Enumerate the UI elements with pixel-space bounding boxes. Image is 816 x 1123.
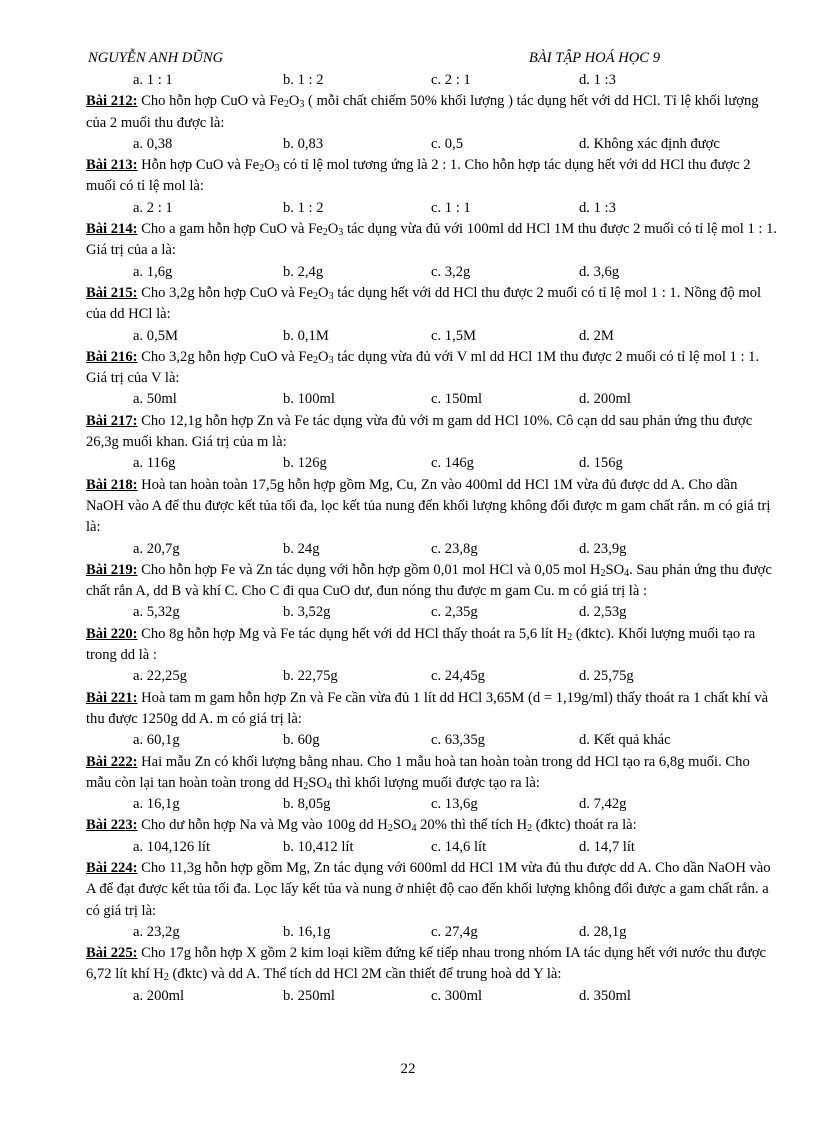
answer-options bbox=[86, 326, 778, 347]
answer-options bbox=[86, 922, 778, 943]
answer-option: a. 1,6g bbox=[133, 263, 173, 280]
question-text bbox=[86, 624, 778, 667]
answer-option: d. Không xác định được bbox=[579, 135, 720, 152]
answer-option: b. 100ml bbox=[283, 391, 335, 408]
question-number: Bài 222: bbox=[86, 753, 138, 770]
answer-option: c. 13,6g bbox=[431, 796, 478, 813]
question-block bbox=[86, 283, 778, 347]
question-block bbox=[86, 155, 778, 219]
question-body: Cho 3,2g hỗn hợp CuO và $Fe_2O_3$ tác dụng hết với dd HCl thu được 2 muối có tỉ lệ mol 1 : 1. Nồng độ mol của dd HCl là: bbox=[86, 284, 762, 323]
question-text bbox=[86, 475, 778, 539]
question-text bbox=[86, 283, 778, 326]
answer-option: c. 63,35g bbox=[431, 732, 485, 749]
answer-option: d. 200ml bbox=[579, 391, 631, 408]
answer-option: a. 104,126 lít bbox=[133, 838, 211, 855]
answer-option: b. 1 : 2 bbox=[283, 199, 324, 216]
question-number: Bài 224: bbox=[86, 859, 138, 876]
question-text bbox=[86, 155, 778, 198]
answer-options bbox=[86, 666, 778, 687]
answer-option: a. 16,1g bbox=[133, 796, 180, 813]
question-block bbox=[86, 411, 778, 475]
answer-option: a. 1 : 1 bbox=[133, 72, 173, 88]
answer-option: c. 0,5 bbox=[431, 135, 464, 152]
answer-options bbox=[86, 794, 778, 815]
question-text bbox=[86, 560, 778, 603]
answer-option: d. 25,75g bbox=[579, 668, 634, 685]
answer-options bbox=[86, 986, 778, 1007]
answer-option: c. 14,6 lít bbox=[431, 838, 487, 855]
answer-options bbox=[86, 389, 778, 410]
answer-option: a. 200ml bbox=[133, 987, 185, 1004]
question-number: Bài 213: bbox=[86, 157, 138, 174]
question-block bbox=[86, 347, 778, 411]
answer-option: c. 23,8g bbox=[431, 540, 478, 557]
question-body: Cho 3,2g hỗn hợp CuO và $Fe_2O_3$ tác dụng vừa đủ với V ml dd HCl 1M thu được 2 muối có tỉ lệ mol 1 : 1. Giá trị của V là: bbox=[86, 348, 760, 387]
answer-option: c. 3,2g bbox=[431, 263, 471, 280]
answer-option: b. 3,52g bbox=[283, 604, 331, 621]
answer-options bbox=[86, 262, 778, 283]
question-body: Cho dư hỗn hợp Na và Mg vào 100g dd $H_2SO_4$ 20% thì thể tích $H_2$ (đktc) thoát ra là: bbox=[137, 817, 637, 835]
answer-options bbox=[86, 837, 778, 858]
question-number: Bài 212: bbox=[86, 93, 138, 110]
answer-options bbox=[86, 602, 778, 623]
answer-option: a. 116g bbox=[133, 455, 176, 472]
question-body: Cho 12,1g hỗn hợp Zn và Fe tác dụng vừa đủ với m gam dd HCl 10%. Cô cạn dd sau phản ứng thu được 26,3g muối khan. Giá trị của m là: bbox=[86, 412, 753, 451]
answer-option: a. 23,2g bbox=[133, 923, 180, 940]
question-block bbox=[86, 943, 778, 1007]
question-number: Bài 223: bbox=[86, 817, 138, 834]
page-header bbox=[86, 48, 778, 70]
question-text bbox=[86, 411, 778, 454]
question-list bbox=[86, 91, 778, 1007]
answer-option: b. 250ml bbox=[283, 987, 335, 1004]
answer-option: a. 60,1g bbox=[133, 732, 180, 749]
question-text bbox=[86, 815, 778, 836]
question-block bbox=[86, 219, 778, 283]
answer-option: b. 60g bbox=[283, 732, 320, 749]
question-body: Hoà tam m gam hỗn hợp Zn và Fe cần vừa đủ 1 lít dd HCl 3,65M (d = 1,19g/ml) thấy thoát ra 1 chất khí và thu được 1250g dd A. m có giá trị là: bbox=[86, 689, 769, 727]
answer-option: a. 5,32g bbox=[133, 604, 180, 621]
question-number: Bài 221: bbox=[86, 689, 138, 706]
answer-options bbox=[86, 70, 778, 91]
answer-option: d. 1 :3 bbox=[579, 199, 616, 216]
answer-option: d. 1 :3 bbox=[579, 72, 616, 88]
answer-option: d. 3,6g bbox=[579, 263, 620, 280]
answer-option: c. 1,5M bbox=[431, 327, 476, 344]
answer-option: a. 20,7g bbox=[133, 540, 180, 557]
answer-option: c. 27,4g bbox=[431, 923, 478, 940]
answer-option: b. 1 : 2 bbox=[283, 72, 324, 88]
question-body: Hai mẫu Zn có khối lượng bằng nhau. Cho 1 mẫu hoà tan hoàn toàn trong dd HCl tạo ra 6,8g muối. Cho mẫu còn lại tan hoàn toàn trong dd $H_2SO_4$ thì khối lượng muối được tạo ra là: bbox=[86, 753, 750, 792]
answer-option: a. 2 : 1 bbox=[133, 199, 173, 216]
header-author: NGUYỄN ANH DŨNG bbox=[88, 50, 224, 66]
question-block bbox=[86, 560, 778, 624]
answer-option: b. 24g bbox=[283, 540, 320, 557]
answer-option: c. 1 : 1 bbox=[431, 199, 471, 216]
answer-option: b. 8,05g bbox=[283, 796, 331, 813]
question-body: Cho 11,3g hỗn hợp gồm Mg, Zn tác dụng với 600ml dd HCl 1M vừa đủ thu được dd A. Cho dần NaOH vào A để đạt được kết tủa tối đa. Lọc lấy kết tủa và nung ở nhiệt độ cao đến khối lượng không đổi được a gam chất rắn. a có giá trị là: bbox=[86, 859, 771, 919]
question-number: Bài 225: bbox=[86, 945, 138, 962]
question-block bbox=[86, 815, 778, 858]
question-number: Bài 219: bbox=[86, 561, 138, 578]
answer-option: b. 22,75g bbox=[283, 668, 338, 685]
answer-option: b. 16,1g bbox=[283, 923, 331, 940]
document-page bbox=[86, 48, 778, 1007]
question-text bbox=[86, 943, 778, 986]
answer-option: c. 2 : 1 bbox=[431, 72, 471, 88]
answer-option: d. 28,1g bbox=[579, 923, 627, 940]
question-body: Cho hỗn hợp CuO và $Fe_2O_3$ ( mỗi chất chiếm 50% khối lượng ) tác dụng hết với dd HCl. Tỉ lệ khối lượng của 2 muối thu được là: bbox=[86, 93, 759, 131]
answer-option: a. 0,5M bbox=[133, 327, 178, 344]
answer-option: d. 2M bbox=[579, 327, 614, 344]
question-number: Bài 214: bbox=[86, 221, 138, 238]
question-number: Bài 218: bbox=[86, 476, 138, 493]
answer-option: d. 14,7 lít bbox=[579, 838, 635, 855]
question-body: Cho 8g hỗn hợp Mg và Fe tác dụng hết với dd HCl thấy thoát ra 5,6 lít $H_2$ (đktc). Khối lượng muối tạo ra trong dd là : bbox=[86, 625, 756, 664]
answer-option: b. 0,1M bbox=[283, 327, 329, 344]
answer-option: b. 126g bbox=[283, 455, 327, 472]
answer-options bbox=[86, 134, 778, 155]
question-block bbox=[86, 858, 778, 943]
page-number: 22 bbox=[400, 1061, 416, 1077]
answer-option: d. 2,53g bbox=[579, 604, 627, 621]
answer-option: c. 2,35g bbox=[431, 604, 478, 621]
question-number: Bài 217: bbox=[86, 412, 138, 429]
header-title: BÀI TẬP HOÁ HỌC 9 bbox=[528, 50, 660, 66]
question-body: Cho hỗn hợp Fe và Zn tác dụng với hỗn hợp gồm 0,01 mol HCl và 0,05 mol $H_2SO_4$. Sau phản ứng thu được chất rắn A, dd B và khí C. Cho C đi qua CuO dư, đun nóng thu được m gam Cu. m có giá trị là : bbox=[86, 561, 772, 600]
answer-option: a. 22,25g bbox=[133, 668, 187, 685]
question-body: Cho 17g hỗn hợp X gồm 2 kim loại kiềm đứng kế tiếp nhau trong nhóm IA tác dụng hết với nước thu được 6,72 lít khí $H_2$ (đktc) và dd A. Thể tích dd HCl 2M cần thiết để trung hoà dd Y là: bbox=[86, 945, 767, 984]
answer-option: b. 2,4g bbox=[283, 263, 324, 280]
question-text bbox=[86, 688, 778, 731]
answer-option: d. 156g bbox=[579, 455, 623, 472]
question-body: Cho a gam hỗn hợp CuO và $Fe_2O_3$ tác dụng vừa đủ với 100ml dd HCl 1M thu được 2 muối có tỉ lệ mol 1 : 1. Giá trị của a là: bbox=[86, 221, 778, 259]
answer-option: d. 7,42g bbox=[579, 796, 627, 813]
answer-option: c. 150ml bbox=[431, 391, 483, 408]
answer-option: a. 50ml bbox=[133, 391, 177, 408]
answer-option: d. 23,9g bbox=[579, 540, 627, 557]
question-text bbox=[86, 91, 778, 134]
question-number: Bài 220: bbox=[86, 625, 138, 642]
answer-option: d. Kết quả khác bbox=[579, 732, 671, 749]
question-body: Hỗn hợp CuO và $Fe_2O_3$ có tỉ lệ mol tương ứng là 2 : 1. Cho hỗn hợp tác dụng hết với dd HCl thu được 2 muối có tỉ lệ mol là: bbox=[86, 157, 751, 195]
answer-options bbox=[86, 539, 778, 560]
answer-option: b. 10,412 lít bbox=[283, 838, 354, 855]
answer-option: d. 350ml bbox=[579, 987, 631, 1004]
question-block bbox=[86, 475, 778, 560]
question-block bbox=[86, 688, 778, 752]
answer-option: c. 146g bbox=[431, 455, 474, 472]
question-block bbox=[86, 91, 778, 155]
answer-options bbox=[86, 453, 778, 474]
answer-option: c. 300ml bbox=[431, 987, 483, 1004]
question-text bbox=[86, 858, 778, 922]
question-number: Bài 215: bbox=[86, 284, 138, 301]
question-text bbox=[86, 219, 778, 262]
answer-options bbox=[86, 730, 778, 751]
question-text bbox=[86, 347, 778, 390]
answer-option: b. 0,83 bbox=[283, 135, 324, 152]
question-block bbox=[86, 752, 778, 816]
question-block bbox=[86, 624, 778, 688]
question-body: Hoà tan hoàn toàn 17,5g hỗn hợp gồm Mg, Cu, Zn vào 400ml dd HCl 1M vừa đủ được dd A. Cho dần NaOH vào A để thu được kết tủa tối đa, lọc kết tủa nung đến khối lượng không đổi được m gam chất rắn. m có giá trị là: bbox=[86, 476, 771, 536]
answer-options bbox=[86, 198, 778, 219]
answer-option: a. 0,38 bbox=[133, 135, 173, 152]
answer-option: c. 24,45g bbox=[431, 668, 485, 685]
question-number: Bài 216: bbox=[86, 348, 138, 365]
question-text bbox=[86, 752, 778, 795]
